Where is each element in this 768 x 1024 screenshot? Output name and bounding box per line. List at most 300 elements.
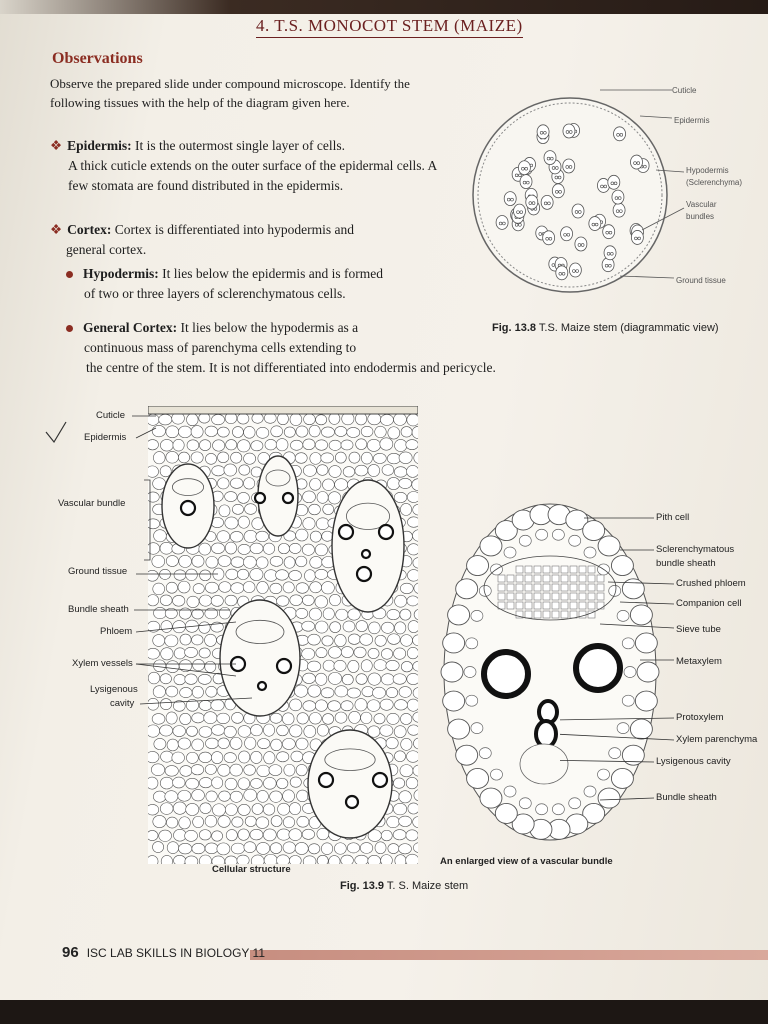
parenchyma-cell bbox=[335, 686, 348, 697]
parenchyma-cell bbox=[321, 843, 332, 855]
sclerenchyma-cell bbox=[466, 638, 478, 649]
parenchyma-cell bbox=[302, 544, 314, 555]
parenchyma-cell bbox=[387, 816, 400, 828]
phloem-cell bbox=[543, 602, 550, 609]
parenchyma-cell bbox=[329, 594, 340, 605]
phloem-cell bbox=[534, 611, 541, 618]
parenchyma-cell bbox=[191, 765, 204, 775]
parenchyma-cell bbox=[408, 803, 418, 814]
fig138-caption-text: T.S. Maize stem (diagrammatic view) bbox=[538, 322, 719, 334]
parenchyma-cell bbox=[151, 764, 164, 776]
parenchyma-cell bbox=[304, 570, 315, 582]
parenchyma-cell bbox=[308, 844, 319, 854]
parenchyma-cell bbox=[160, 803, 173, 815]
parenchyma-cell bbox=[386, 687, 397, 697]
parenchyma-cell bbox=[238, 778, 250, 790]
observations-title: Observations bbox=[52, 50, 143, 67]
right-label-pith-cell: Pith cell bbox=[656, 512, 690, 523]
sheath-cell bbox=[456, 579, 478, 599]
parenchyma-cell bbox=[296, 738, 308, 750]
parenchyma-cell bbox=[407, 414, 418, 426]
fig138-label-ground: Ground tissue bbox=[676, 276, 726, 285]
parenchyma-cell bbox=[199, 726, 212, 737]
parenchyma-cell bbox=[225, 804, 237, 816]
bottom-edge bbox=[0, 1000, 768, 1024]
parenchyma-cell bbox=[382, 465, 394, 476]
fig138-label-bundles: bundles bbox=[686, 212, 715, 221]
parenchyma-cell bbox=[226, 830, 237, 841]
parenchyma-cell bbox=[290, 595, 303, 606]
parenchyma-cell bbox=[284, 427, 295, 437]
parenchyma-cell bbox=[309, 425, 320, 437]
fig139-caption-text: T. S. Maize stem bbox=[386, 880, 469, 892]
parenchyma-cell bbox=[315, 596, 328, 608]
parenchyma-cell bbox=[192, 789, 205, 801]
left-diagram-title: Cellular structure bbox=[212, 864, 291, 875]
parenchyma-cell bbox=[297, 790, 309, 802]
parenchyma-cell bbox=[335, 452, 346, 463]
sclerenchyma-cell bbox=[519, 535, 531, 546]
parenchyma-cell bbox=[264, 854, 277, 864]
left-label-bundle-sheath: Bundle sheath bbox=[68, 604, 129, 615]
parenchyma-cell bbox=[251, 724, 263, 735]
phloem-cell bbox=[543, 575, 550, 582]
parenchyma-cell bbox=[153, 815, 166, 827]
right-label-lysigenous-cavity: Lysigenous cavity bbox=[656, 756, 731, 767]
vascular-bundle bbox=[518, 161, 530, 175]
parenchyma-cell bbox=[372, 687, 385, 698]
parenchyma-cell bbox=[237, 855, 249, 864]
parenchyma-cell bbox=[407, 465, 418, 477]
left-label-cavity: cavity bbox=[110, 698, 135, 709]
parenchyma-cell bbox=[375, 426, 387, 438]
parenchyma-cell bbox=[347, 688, 360, 698]
diamond-bullet-icon: ❖ bbox=[50, 138, 63, 153]
parenchyma-cell bbox=[148, 725, 160, 737]
phloem-cell bbox=[552, 584, 559, 591]
parenchyma-cell bbox=[244, 789, 257, 801]
parenchyma-cell bbox=[199, 830, 211, 840]
parenchyma-cell bbox=[386, 660, 399, 670]
parenchyma-cell bbox=[303, 491, 316, 503]
parenchyma-cell bbox=[302, 648, 315, 659]
parenchyma-cell bbox=[362, 687, 374, 697]
page-number: 96 bbox=[62, 944, 79, 961]
parenchyma-cell bbox=[355, 699, 367, 711]
parenchyma-cell bbox=[307, 661, 320, 672]
parenchyma-cell bbox=[315, 544, 327, 556]
parenchyma-cell bbox=[354, 647, 366, 658]
parenchyma-cell bbox=[289, 699, 301, 711]
parenchyma-cell bbox=[179, 843, 192, 854]
parenchyma-cell bbox=[335, 712, 347, 723]
parenchyma-cell bbox=[278, 543, 289, 553]
parenchyma-cell bbox=[172, 752, 185, 763]
parenchyma-cell bbox=[395, 622, 406, 634]
parenchyma-cell bbox=[289, 803, 300, 815]
parenchyma-cell bbox=[308, 685, 321, 697]
parenchyma-cell bbox=[238, 726, 251, 738]
parenchyma-cell bbox=[289, 725, 302, 737]
parenchyma-cell bbox=[323, 479, 335, 491]
phloem-cell bbox=[534, 575, 541, 582]
parenchyma-cell bbox=[277, 855, 290, 864]
parenchyma-cell bbox=[212, 777, 223, 789]
xylem-vessel bbox=[319, 773, 333, 787]
parenchyma-cell bbox=[360, 634, 373, 646]
parenchyma-cell bbox=[296, 764, 307, 775]
parenchyma-cell bbox=[400, 713, 411, 724]
parenchyma-cell bbox=[295, 842, 308, 854]
left-leader-lines bbox=[40, 406, 280, 716]
parenchyma-cell bbox=[334, 843, 346, 854]
phloem-cell bbox=[552, 602, 559, 609]
parenchyma-cell bbox=[256, 842, 269, 854]
parenchyma-cell bbox=[309, 608, 321, 620]
parenchyma-cell bbox=[394, 726, 406, 738]
parenchyma-cell bbox=[361, 660, 372, 672]
parenchyma-cell bbox=[407, 570, 418, 582]
phloem-cell bbox=[516, 566, 523, 573]
parenchyma-cell bbox=[257, 790, 268, 802]
parenchyma-cell bbox=[186, 726, 197, 736]
parenchyma-cell bbox=[368, 413, 381, 425]
parenchyma-cell bbox=[178, 790, 191, 801]
left-label-vascular-bundle: Vascular bundle bbox=[58, 498, 126, 509]
parenchyma-cell bbox=[297, 713, 309, 724]
hypodermis-bullet bbox=[66, 264, 456, 284]
parenchyma-cell bbox=[205, 738, 218, 749]
parenchyma-cell bbox=[406, 440, 418, 450]
vascular-bundle bbox=[513, 204, 525, 218]
vascular-bundle bbox=[520, 175, 532, 189]
parenchyma-cell bbox=[185, 856, 198, 864]
parenchyma-cell bbox=[400, 765, 413, 777]
vascular-bundle bbox=[537, 125, 549, 139]
fig138-label-vascular: Vascular bbox=[686, 200, 717, 209]
top-edge bbox=[0, 0, 768, 14]
parenchyma-cell bbox=[225, 856, 237, 864]
parenchyma-cell bbox=[329, 440, 341, 450]
parenchyma-cell bbox=[294, 685, 307, 697]
parenchyma-cell bbox=[381, 674, 394, 685]
parenchyma-cell bbox=[394, 751, 405, 762]
parenchyma-cell bbox=[148, 830, 158, 840]
parenchyma-cell bbox=[238, 804, 250, 815]
phloem-cell bbox=[516, 602, 523, 609]
dot-bullet-icon bbox=[66, 325, 73, 332]
general-cortex-text-1: It lies below the hypodermis as a bbox=[180, 320, 359, 335]
sclerenchyma-cell bbox=[504, 786, 516, 797]
parenchyma-cell bbox=[152, 842, 163, 853]
parenchyma-cell bbox=[303, 465, 316, 477]
parenchyma-cell bbox=[368, 673, 381, 685]
parenchyma-cell bbox=[303, 518, 315, 530]
parenchyma-cell bbox=[296, 556, 307, 567]
parenchyma-cell bbox=[401, 635, 413, 647]
phloem-cell bbox=[543, 584, 550, 591]
parenchyma-cell bbox=[315, 673, 327, 685]
parenchyma-cell bbox=[165, 791, 178, 803]
epidermis-text-rest: A thick cuticle extends on the outer surface of the epidermal cells. A few stomata are found distributed in the epidermis. bbox=[68, 158, 437, 193]
xylem-vessel bbox=[379, 525, 393, 539]
vascular-bundle bbox=[504, 192, 516, 206]
parenchyma-cell bbox=[270, 843, 282, 854]
parenchyma-cell bbox=[250, 829, 263, 840]
parenchyma-cell bbox=[283, 790, 295, 802]
parenchyma-cell bbox=[193, 816, 204, 827]
phloem-cell bbox=[534, 602, 541, 609]
parenchyma-cell bbox=[251, 751, 262, 763]
parenchyma-cell bbox=[400, 609, 411, 620]
check-mark-icon bbox=[46, 422, 66, 442]
parenchyma-cell bbox=[224, 753, 236, 763]
parenchyma-cell bbox=[160, 777, 173, 789]
parenchyma-cell bbox=[166, 817, 177, 828]
parenchyma-cell bbox=[368, 855, 381, 864]
parenchyma-cell bbox=[381, 649, 392, 660]
parenchyma-cell bbox=[310, 478, 321, 490]
sheath-cell bbox=[456, 745, 478, 765]
phloem-cell bbox=[552, 575, 559, 582]
parenchyma-cell bbox=[336, 609, 348, 620]
parenchyma-cell bbox=[304, 725, 316, 737]
xylem-vessel bbox=[373, 773, 387, 787]
parenchyma-cell bbox=[302, 829, 314, 839]
phloem-cell bbox=[498, 584, 505, 591]
parenchyma-cell bbox=[148, 804, 159, 815]
hypodermis-text-1: It lies below the epidermis and is formed bbox=[162, 266, 383, 281]
parenchyma-cell bbox=[388, 634, 400, 645]
fig138-label-hypodermis: Hypodermis bbox=[686, 166, 729, 175]
phloem-cell bbox=[534, 593, 541, 600]
parenchyma-cell bbox=[387, 453, 400, 464]
parenchyma-cell bbox=[219, 791, 231, 801]
parenchyma-cell bbox=[316, 415, 327, 425]
right-label-bundle-sheath: Bundle sheath bbox=[656, 792, 717, 803]
parenchyma-cell bbox=[329, 466, 341, 478]
parenchyma-cell bbox=[165, 766, 178, 777]
right-label-protoxylem: Protoxylem bbox=[676, 712, 724, 723]
parenchyma-cell bbox=[303, 439, 315, 450]
parenchyma-cell bbox=[335, 479, 348, 491]
parenchyma-cell bbox=[230, 737, 242, 749]
fig139-caption bbox=[340, 880, 468, 892]
parenchyma-cell bbox=[349, 711, 361, 723]
parenchyma-cell bbox=[290, 440, 302, 450]
phloem-cell bbox=[525, 584, 532, 591]
sheath-cell bbox=[467, 556, 489, 576]
parenchyma-cell bbox=[394, 492, 407, 502]
left-label-xylem-vessels: Xylem vessels bbox=[72, 658, 133, 669]
cortex-text-1: Cortex is differentiated into hypodermis and bbox=[114, 222, 355, 237]
parenchyma-cell bbox=[373, 453, 386, 463]
parenchyma-cell bbox=[211, 725, 224, 736]
epidermis-text-1: It is the outermost single layer of cells. bbox=[135, 138, 345, 153]
phloem-cell bbox=[525, 611, 532, 618]
parenchyma-cell bbox=[400, 583, 413, 593]
parenchyma-cell bbox=[179, 817, 191, 829]
parenchyma-cell bbox=[205, 764, 216, 774]
right-label-companion-cell: Companion cell bbox=[676, 598, 742, 609]
right-label-xylem-parenchyma: Xylem parenchyma bbox=[676, 734, 758, 745]
parenchyma-cell bbox=[342, 674, 353, 685]
parenchyma-cell bbox=[323, 504, 334, 515]
sclerenchyma-cell bbox=[471, 610, 483, 621]
vascular-bundle bbox=[541, 195, 553, 209]
fig138-number: Fig. 13.8 bbox=[492, 322, 537, 334]
phloem-cell bbox=[498, 593, 505, 600]
parenchyma-cell bbox=[321, 582, 334, 594]
parenchyma-cell bbox=[328, 672, 341, 684]
sheath-cell bbox=[448, 605, 470, 625]
parenchyma-cell bbox=[388, 427, 400, 439]
footer-bar bbox=[250, 950, 768, 960]
cortex-text-2: general cortex. bbox=[66, 242, 147, 257]
parenchyma-cell bbox=[407, 596, 418, 606]
parenchyma-cell bbox=[368, 622, 380, 634]
hypodermis-text-2: of two or three layers of sclerenchymatous cells. bbox=[84, 286, 346, 301]
left-label-lysigenous: Lysigenous bbox=[90, 684, 138, 695]
parenchyma-cell bbox=[263, 724, 274, 736]
sclerenchyma-cell bbox=[471, 723, 483, 734]
page-footer bbox=[62, 944, 265, 961]
parenchyma-cell bbox=[335, 634, 347, 646]
parenchyma-cell bbox=[406, 830, 418, 841]
parenchyma-cell bbox=[180, 766, 192, 777]
parenchyma-cell bbox=[348, 660, 359, 672]
cortex-term: Cortex: bbox=[67, 222, 112, 237]
parenchyma-cell bbox=[355, 855, 368, 864]
parenchyma-cell bbox=[322, 714, 333, 725]
parenchyma-cell bbox=[308, 634, 321, 645]
parenchyma-cell bbox=[368, 464, 380, 476]
parenchyma-cell bbox=[245, 737, 256, 749]
parenchyma-cell bbox=[368, 648, 379, 658]
right-diagram-title: An enlarged view of a vascular bundle bbox=[440, 856, 613, 867]
parenchyma-cell bbox=[399, 687, 411, 698]
parenchyma-cell bbox=[161, 855, 172, 864]
sheath-cell bbox=[443, 633, 465, 653]
parenchyma-cell bbox=[230, 764, 243, 776]
parenchyma-cell bbox=[271, 816, 282, 827]
parenchyma-cell bbox=[381, 830, 392, 841]
general-cortex-text-3: the centre of the stem. It is not differentiated into endodermis and pericycle. bbox=[86, 360, 496, 375]
parenchyma-cell bbox=[381, 622, 394, 633]
parenchyma-cell bbox=[205, 843, 218, 854]
parenchyma-cell bbox=[329, 413, 340, 424]
parenchyma-cell bbox=[401, 427, 412, 438]
parenchyma-cell bbox=[206, 791, 217, 802]
parenchyma-cell bbox=[302, 595, 314, 606]
parenchyma-cell bbox=[192, 843, 205, 854]
phloem-cell bbox=[525, 575, 532, 582]
sclerenchyma-cell bbox=[466, 695, 478, 706]
parenchyma-cell bbox=[148, 777, 158, 789]
sclerenchyma-cell bbox=[536, 804, 548, 815]
parenchyma-cell bbox=[296, 583, 308, 594]
parenchyma-cell bbox=[323, 608, 334, 620]
parenchyma-cell bbox=[296, 608, 308, 618]
fig138-label-cuticle: Cuticle bbox=[672, 86, 697, 95]
parenchyma-cell bbox=[174, 829, 187, 841]
phloem-cell bbox=[516, 575, 523, 582]
parenchyma-cell bbox=[395, 855, 406, 864]
parenchyma-cell bbox=[211, 752, 222, 764]
parenchyma-cell bbox=[386, 737, 398, 748]
sheath-cell bbox=[480, 788, 502, 808]
parenchyma-cell bbox=[283, 817, 294, 828]
parenchyma-cell bbox=[315, 440, 327, 451]
parenchyma-cell bbox=[303, 701, 316, 712]
parenchyma-cell bbox=[341, 647, 353, 658]
parenchyma-cell bbox=[263, 804, 274, 815]
phloem-cell bbox=[534, 566, 541, 573]
parenchyma-cell bbox=[251, 778, 263, 788]
sheath-cell bbox=[443, 691, 465, 711]
parenchyma-cell bbox=[380, 438, 393, 450]
parenchyma-cell bbox=[256, 817, 269, 829]
parenchyma-cell bbox=[217, 843, 230, 855]
parenchyma-cell bbox=[159, 830, 172, 841]
parenchyma-cell bbox=[218, 816, 230, 828]
xylem-vessel bbox=[339, 525, 353, 539]
parenchyma-cell bbox=[341, 855, 354, 864]
parenchyma-cell bbox=[408, 725, 418, 735]
parenchyma-cell bbox=[315, 700, 327, 712]
general-cortex-text-2: continuous mass of parenchyma cells extending to bbox=[84, 340, 357, 355]
general-cortex-term: General Cortex: bbox=[83, 320, 178, 335]
sclerenchyma-cell bbox=[490, 769, 502, 780]
parenchyma-cell bbox=[347, 427, 360, 437]
phloem-cell bbox=[507, 584, 514, 591]
parenchyma-cell bbox=[310, 453, 321, 465]
phloem-cell bbox=[534, 584, 541, 591]
left-label-ground-tissue: Ground tissue bbox=[68, 566, 128, 577]
parenchyma-cell bbox=[323, 660, 335, 671]
parenchyma-cell bbox=[310, 556, 322, 568]
parenchyma-cell bbox=[277, 725, 289, 736]
parenchyma-cell bbox=[380, 414, 393, 425]
parenchyma-cell bbox=[154, 738, 166, 749]
right-label-crushed-phloem: Crushed phloem bbox=[676, 578, 746, 589]
parenchyma-cell bbox=[277, 778, 288, 788]
sclerenchyma-cell bbox=[504, 547, 516, 558]
diamond-bullet-icon: ❖ bbox=[50, 222, 63, 237]
parenchyma-cell bbox=[161, 751, 174, 762]
parenchyma-cell bbox=[349, 452, 360, 463]
phloem-cell bbox=[507, 575, 514, 582]
parenchyma-cell bbox=[375, 842, 386, 854]
parenchyma-cell bbox=[212, 856, 225, 864]
parenchyma-cell bbox=[375, 635, 386, 646]
phloem-cell bbox=[552, 566, 559, 573]
metaxylem-left bbox=[484, 652, 528, 696]
parenchyma-cell bbox=[186, 778, 199, 789]
parenchyma-cell bbox=[367, 700, 380, 712]
parenchyma-cell bbox=[153, 791, 166, 802]
parenchyma-cell bbox=[238, 751, 249, 763]
parenchyma-cell bbox=[167, 842, 178, 854]
parenchyma-cell bbox=[374, 660, 387, 671]
parenchyma-cell bbox=[263, 829, 276, 841]
phloem-cell bbox=[552, 611, 559, 618]
parenchyma-cell bbox=[178, 738, 191, 749]
parenchyma-cell bbox=[302, 621, 315, 631]
parenchyma-cell bbox=[205, 815, 217, 827]
parenchyma-cell bbox=[343, 621, 355, 632]
parenchyma-cell bbox=[393, 830, 406, 840]
